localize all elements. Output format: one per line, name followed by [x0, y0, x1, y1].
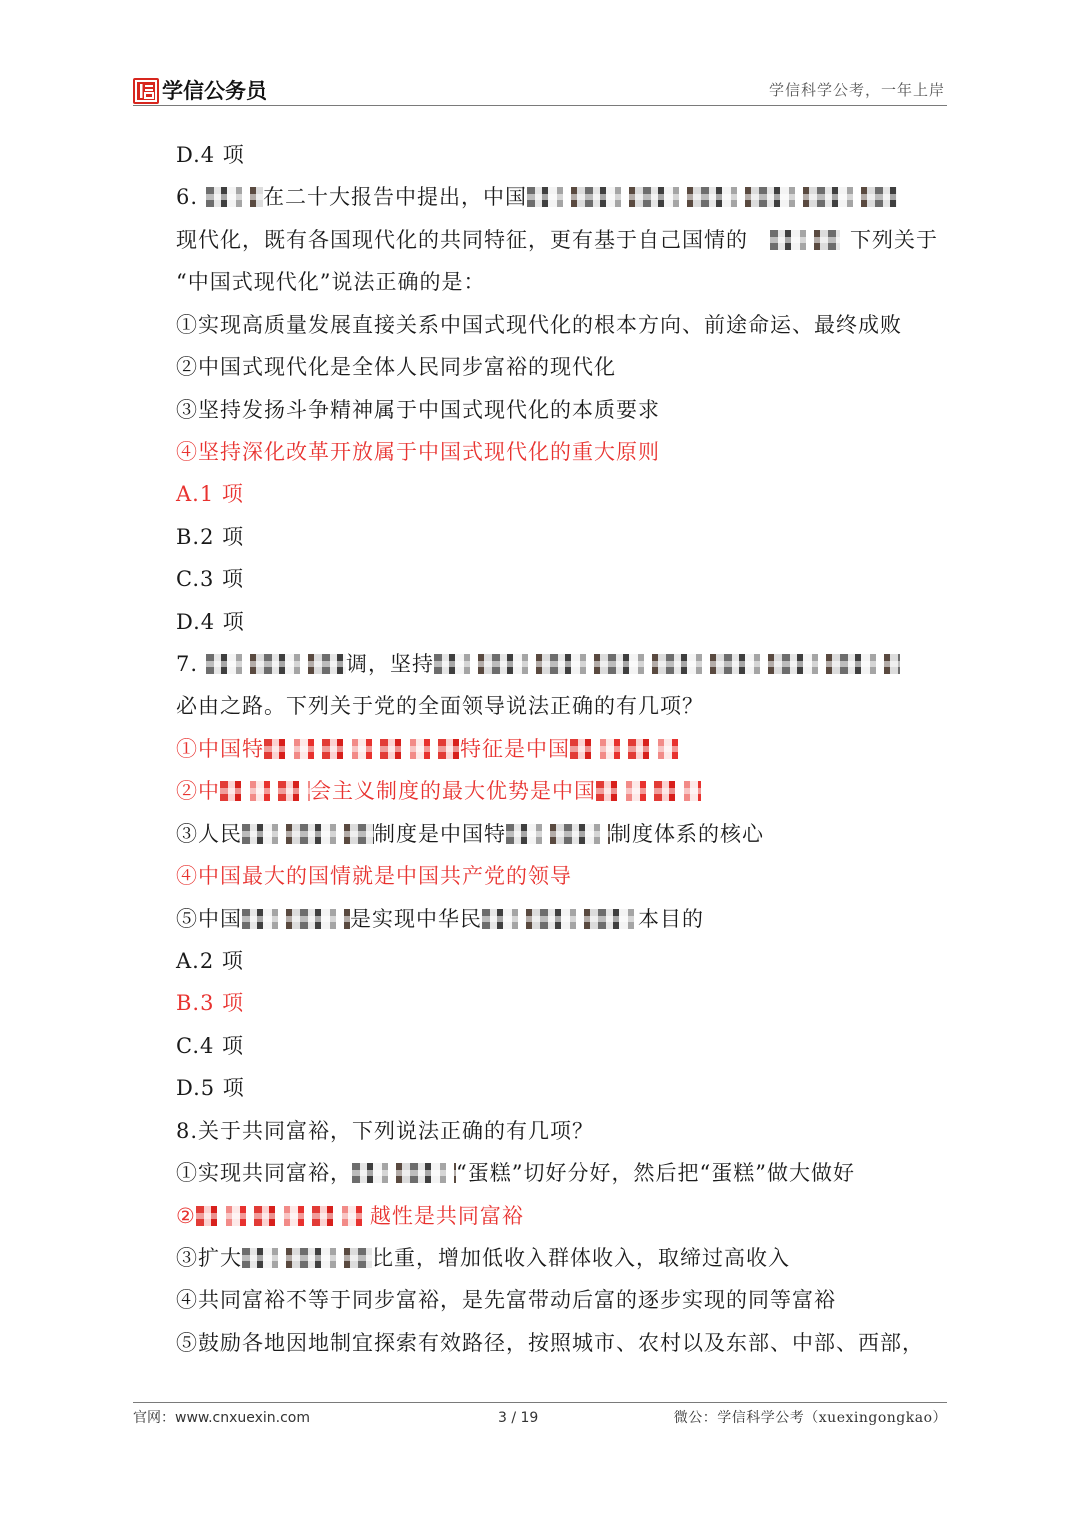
- statement-text: ①中国特: [176, 736, 264, 761]
- pixelated-text: [242, 909, 350, 929]
- pixelated-text: [506, 824, 610, 844]
- option-line: C.3 项: [176, 567, 245, 592]
- option-line: D.5 项: [176, 1076, 245, 1101]
- question-6-stem-line-1: [176, 176, 976, 218]
- statement-text: ②中: [176, 779, 220, 804]
- statement-text: “蛋糕”切好分好，然后把“蛋糕”做大做好: [456, 1161, 855, 1186]
- statement-answer: ④中国最大的国情就是中国共产党的领导: [176, 864, 572, 889]
- header-divider: [133, 105, 947, 106]
- pixelated-text: [196, 1206, 370, 1226]
- statement: ①实现高质量发展直接关系中国式现代化的根本方向、前途命运、最终成败: [176, 312, 902, 337]
- statement: ②中国式现代化是全体人民同步富裕的现代化: [176, 355, 616, 380]
- statement-text: 制度体系的核心: [610, 821, 764, 846]
- option-line: B.2 项: [176, 524, 245, 549]
- question-number: 6.: [176, 185, 199, 210]
- question-number: 7.: [176, 652, 199, 677]
- statement-answer: ④坚持深化改革开放属于中国式现代化的重大原则: [176, 439, 660, 464]
- pixelated-text: [220, 781, 310, 801]
- pixelated-text: [264, 739, 460, 759]
- question-8-stem: 8.关于共同富裕，下列说法正确的有几项？: [176, 1118, 595, 1143]
- pixelated-text: [242, 1248, 372, 1268]
- statement-text: ①实现共同富裕，: [176, 1161, 352, 1186]
- statement: [176, 898, 976, 940]
- statement: ⑤鼓励各地因地制宜探索有效路径，按照城市、农村以及东部、中部、西部，: [176, 1330, 924, 1355]
- statement: ④共同富裕不等于同步富裕，是先富带动后富的逐步实现的同等富裕: [176, 1288, 836, 1313]
- pixelated-text: [596, 781, 701, 801]
- pixelated-text: [527, 187, 897, 207]
- pixelated-text: [242, 824, 374, 844]
- statement-text: ②: [176, 1203, 196, 1228]
- statement: ③坚持发扬斗争精神属于中国式现代化的本质要求: [176, 397, 660, 422]
- pixelated-text: [770, 230, 840, 250]
- statement: [176, 813, 976, 855]
- footer-website: 官网：www.cnxuexin.com: [133, 1410, 311, 1426]
- document-body: [176, 134, 976, 1364]
- pixelated-text: [352, 1163, 456, 1183]
- statement-answer: [176, 1195, 976, 1237]
- statement-text: 制度是中国特: [374, 821, 506, 846]
- stem-text: 下列关于: [850, 227, 938, 252]
- option-answer: B.3 项: [176, 991, 245, 1016]
- stem-text: 调，坚持: [346, 652, 435, 677]
- page-number: 3 / 19: [498, 1410, 539, 1426]
- question-7-stem-line-2: 必由之路。下列关于党的全面领导说法正确的有几项？: [176, 694, 704, 719]
- statement-text: 比重，增加低收入群体收入，取缔过高收入: [372, 1245, 790, 1270]
- statement-text: ⑤中国: [176, 906, 242, 931]
- pixelated-text: [570, 739, 680, 759]
- statement-answer: [176, 770, 976, 812]
- header-slogan: 学信科学公考，一年上岸: [768, 81, 945, 99]
- option-line: A.2 项: [176, 949, 244, 974]
- pixelated-text: [482, 909, 638, 929]
- option-line: D.4 项: [176, 143, 245, 167]
- pixelated-text: [206, 187, 263, 207]
- pixelated-text: [434, 654, 900, 674]
- statement-text: 会主义制度的最大优势是中国: [310, 779, 596, 804]
- pixelated-text: [206, 654, 346, 674]
- question-6-stem-line-3: “中国式现代化”说法正确的是：: [176, 270, 486, 295]
- statement: [176, 1237, 976, 1279]
- option-line: D.4 项: [176, 609, 245, 634]
- statement: [176, 1152, 976, 1194]
- footer-divider: [133, 1402, 947, 1403]
- option-line: C.4 项: [176, 1033, 245, 1058]
- statement-text: 越性是共同富裕: [369, 1203, 524, 1228]
- option-answer: A.1 项: [176, 482, 244, 507]
- logo-icon: [133, 78, 159, 104]
- brand-name: 学信公务员: [162, 79, 267, 103]
- statement-text: 特征是中国: [460, 736, 570, 761]
- statement-text: 是实现中华民: [350, 906, 482, 931]
- statement-text: 本目的: [638, 906, 704, 931]
- stem-text: 现代化，既有各国现代化的共同特征，更有基于自己国情的: [176, 227, 748, 252]
- question-7-stem-line-1: [176, 643, 976, 685]
- statement-text: ③扩大: [176, 1245, 242, 1270]
- statement-answer: [176, 728, 976, 770]
- stem-text: 在二十大报告中提出，中国: [263, 185, 528, 210]
- question-6-stem-line-2: [176, 219, 976, 261]
- footer-wechat: 微公：学信科学公考（xuexingongkao）: [673, 1410, 947, 1426]
- statement-text: ③人民: [176, 821, 242, 846]
